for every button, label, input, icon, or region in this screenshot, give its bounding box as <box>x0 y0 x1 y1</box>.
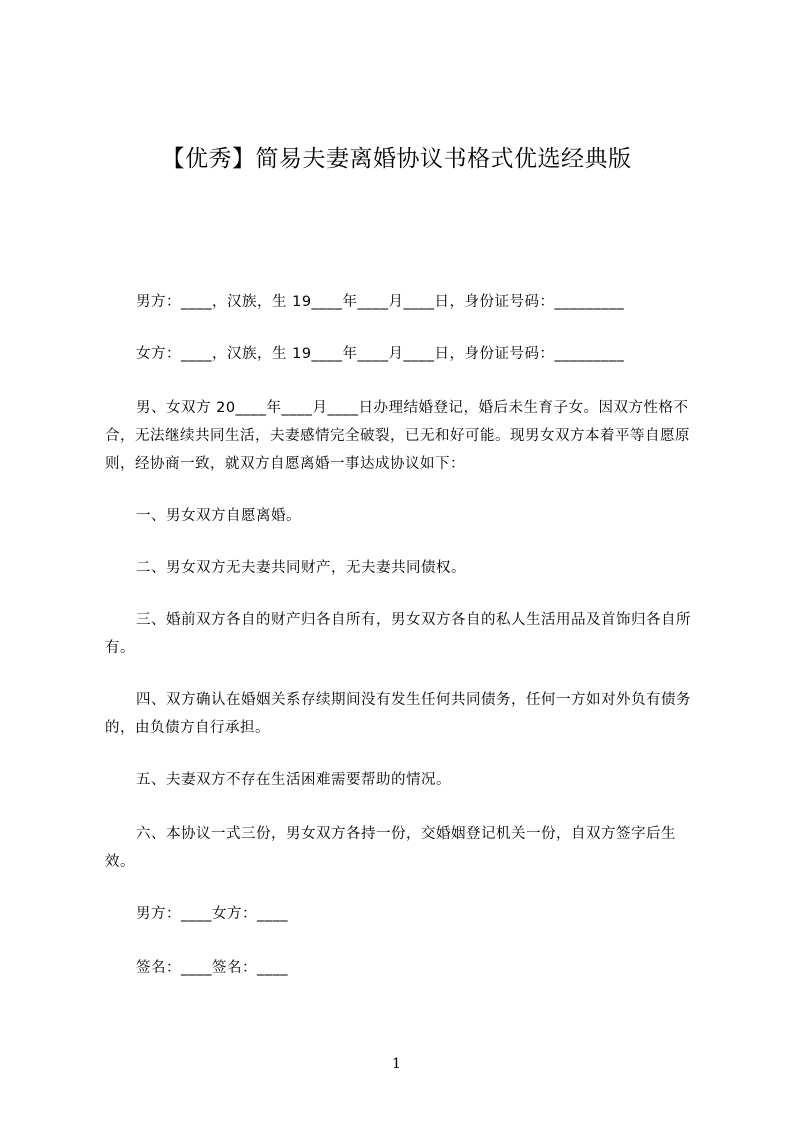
woman-info-line: 女方：____，汉族，生 19____年____月____日，身份证号码：_________ <box>136 346 625 362</box>
signature-line: 签名：____签名：____ <box>136 960 288 976</box>
parties-line: 男方：____女方：____ <box>136 906 288 922</box>
clause-4: 四、双方确认在婚姻关系存续期间没有发生任何共同债务，任何一方如对外负有债务的，由负债方自行承担。 <box>105 692 691 736</box>
man-info-line: 男方：____，汉族，生 19____年____月____日，身份证号码：_________ <box>136 294 625 310</box>
clause-2: 二、男女双方无夫妻共同财产，无夫妻共同债权。 <box>136 560 466 576</box>
document-title: 【优秀】简易夫妻离婚协议书格式优选经典版 <box>161 146 632 172</box>
clause-6: 六、本协议一式三份，男女双方各持一份，交婚姻登记机关一份，自双方签字后生效。 <box>105 826 676 870</box>
clause-1: 一、男女双方自愿离婚。 <box>136 508 301 524</box>
page-number: 1 <box>392 1056 401 1072</box>
clause-5: 五、夫妻双方不存在生活困难需要帮助的情况。 <box>136 772 451 788</box>
intro-paragraph: 男、女双方 20____年____月____日办理结婚登记，婚后未生育子女。因双方性格不合，无法继续共同生活，夫妻感情完全破裂，已无和好可能。现男女双方本着平等自愿原则，经协商一致，就双方自愿离婚一事达成协议如下： <box>105 400 690 472</box>
clause-3: 三、婚前双方各自的财产归各自所有，男女双方各自的私人生活用品及首饰归各自所有。 <box>105 612 691 656</box>
